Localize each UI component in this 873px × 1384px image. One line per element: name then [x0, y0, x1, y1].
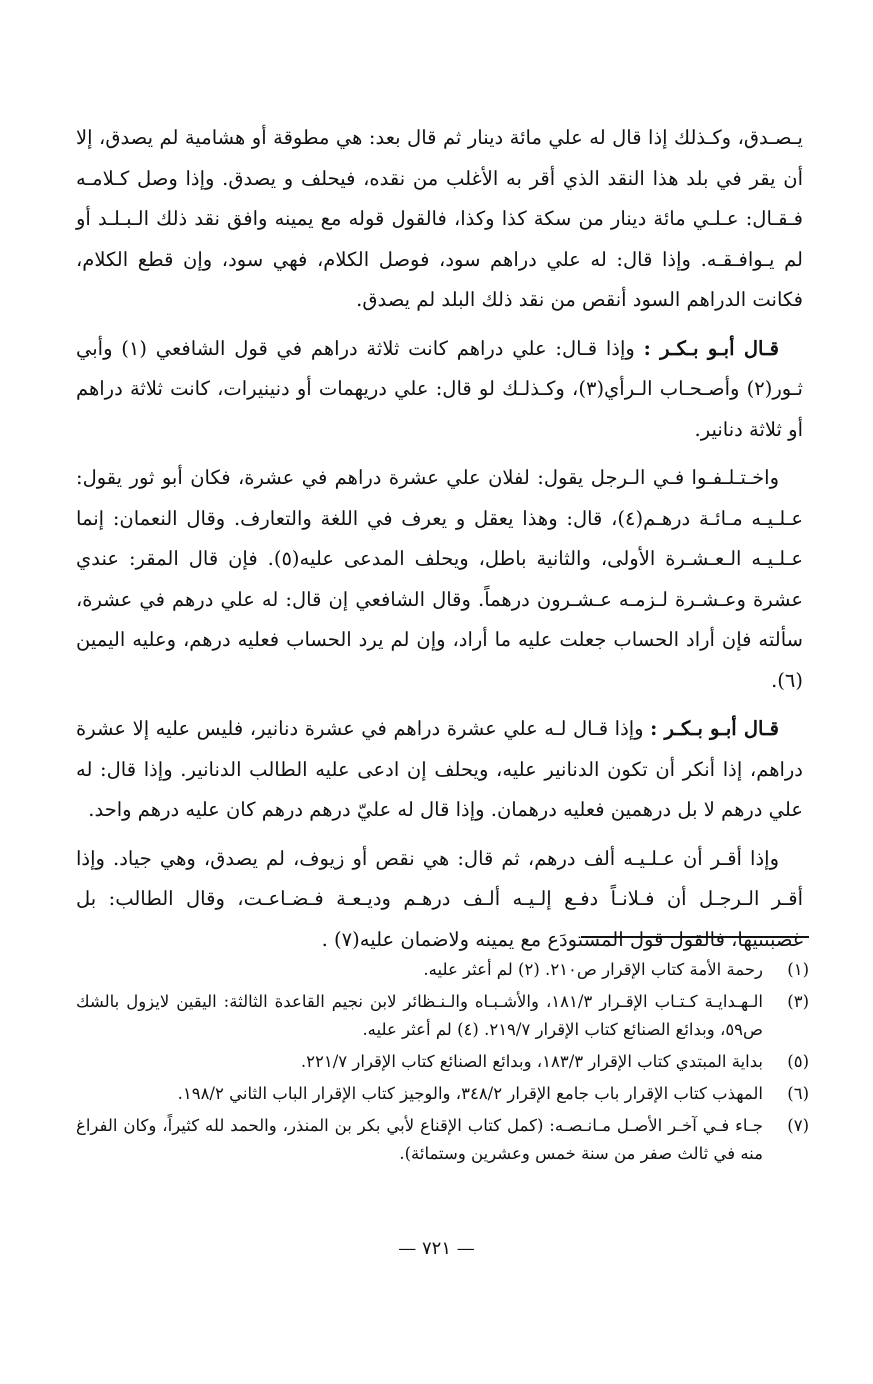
footnotes [76, 956, 809, 1172]
paragraph-3: واخـتـلـفـوا فـي الـرجل يقول: لفلان علي عشرة دراهم في عشرة، فكان أبو ثور يقول: عـلـيـه مـائـة درهـم(٤)، قال: وهذا يعقل و يعرف في اللغة والتعارف. وقال النعمان: إنما عـلـيـه الـعـشـرة الأولى، والثانية باطل، ويحلف المدعى عليه(٥). فإن قال المقر: عندي عشرة وعـشـرة لـزمـه عـشـرون درهماً. وقال الشافعي إن قال: له علي درهم في عشرة، سألته فإن أراد الحساب جعلت عليه ما أراد، وإن لم يرد الحساب فعليه درهم، وعليه اليمين (٦). [76, 466, 803, 692]
footnote-7 [76, 1112, 809, 1168]
footnote-number: (٧) [787, 1116, 809, 1135]
paragraph-1: يـصـدق، وكـذلك إذا قال له علي مائة دينار ثم قال بعد: هي مطوقة أو هشامية لم يصدق، إلا أن يقر في بلد هذا النقد الذي أقر به الأغلب من نقده، فيحلف و يصدق. وإذا وصل كـلامـه فـقـال: عـلـي مائة دينار من سكة كذا وكذا، فالقول قوله مع يمينه وافق نقد ذلك الـبـلـد أو لم يـوافـقـه. وإذا قال: له علي دراهم سود، فوصل الكلام، فهي سود، وإن قطع الكلام، فكانت الدراهم السود أنقص من نقد ذلك البلد لم يصدق. [76, 126, 803, 311]
paragraph-5: وإذا أقـر أن عـلـيـه ألف درهم، ثم قال: هي نقص أو زيوف، لم يصدق، وهي جياد. وإذا أقـر الـرجـل أن فـلانـاً دفـع إلـيـه ألـف درهـم وديـعـة فـضـاعـت، وقال الطالب: بل غصبتنيها، فالقول قول المستودَع مع يمينه ولاضمان عليه(٧) . [76, 846, 803, 951]
paragraph-4-text: وإذا قـال لـه علي عشرة دراهم في عشرة دنانير، فليس عليه إلا عشرة دراهم، إذا أنكر أن تكون الدنانير عليه، ويحلف إن ادعى عليه الطالب الدنانير. وإذا قال: له علي درهم لا بل درهمين فعليه درهمان. وإذا قال له عليّ درهم درهم كان عليه درهم واحد. [76, 717, 803, 821]
footnote-number: (٣) [787, 992, 809, 1011]
paragraph-2 [76, 329, 803, 451]
paragraph-4-lead: قـال أبـو بـكـر : [650, 717, 779, 740]
footnote-3 [76, 988, 809, 1044]
footnote-text: المهذب كتاب الإقرار باب جامع الإقرار ٣٤٨/٢، والوجيز كتاب الإقرار الباب الثاني ١٩٨/٢. [177, 1084, 763, 1103]
footnote-number: (٥) [787, 1052, 809, 1071]
footnote-number: (١) [787, 960, 809, 979]
footnote-separator [581, 936, 809, 938]
paragraph-4 [76, 709, 803, 831]
paragraph-2-lead: قـال أبـو بـكـر : [643, 336, 779, 360]
footnote-number: (٦) [787, 1084, 809, 1103]
paragraph-2-text: وإذا قـال: علي دراهم كانت ثلاثة دراهم في قول الشافعي (١) وأبي ثـور(٢) وأصـحـاب الـرأي(٣)، وكـذلـك لو قال: علي دريهمات أو دنينيرات، كانت ثلاثة دراهم أو ثلاثة دنانير. [76, 336, 803, 441]
footnote-text: جـاء فـي آخـر الأصـل مـانـصـه: (كمل كتاب الإقناع لأبي بكر بن المنذر، والحمد لله كثيراً، وكان الفراغ منه في ثالث صفر من سنة خمس وعشرين وستمائة). [76, 1116, 763, 1163]
footnote-5 [76, 1048, 809, 1076]
footnote-6 [76, 1080, 809, 1108]
footnote-1 [76, 956, 809, 984]
footnote-text: الـهـدايـة كـتـاب الإقـرار ١٨١/٣، والأشـبـاه والـنـظائر لابن نجيم القاعدة الثالثة: اليقين لايزول بالشك ص٥٩، وبدائع الصنائع كتاب الإقرار ٢١٩/٧. (٤) لم أعثر عليه. [76, 992, 763, 1039]
page-number: — ٧٢١ — [398, 1238, 475, 1259]
footnote-text: بداية المبتدي كتاب الإقرار ١٨٣/٣، وبدائع الصنائع كتاب الإقرار ٢٢١/٧. [300, 1052, 763, 1071]
footnote-text: رحمة الأمة كتاب الإقرار ص٢١٠. (٢) لم أعثر عليه. [423, 960, 763, 979]
